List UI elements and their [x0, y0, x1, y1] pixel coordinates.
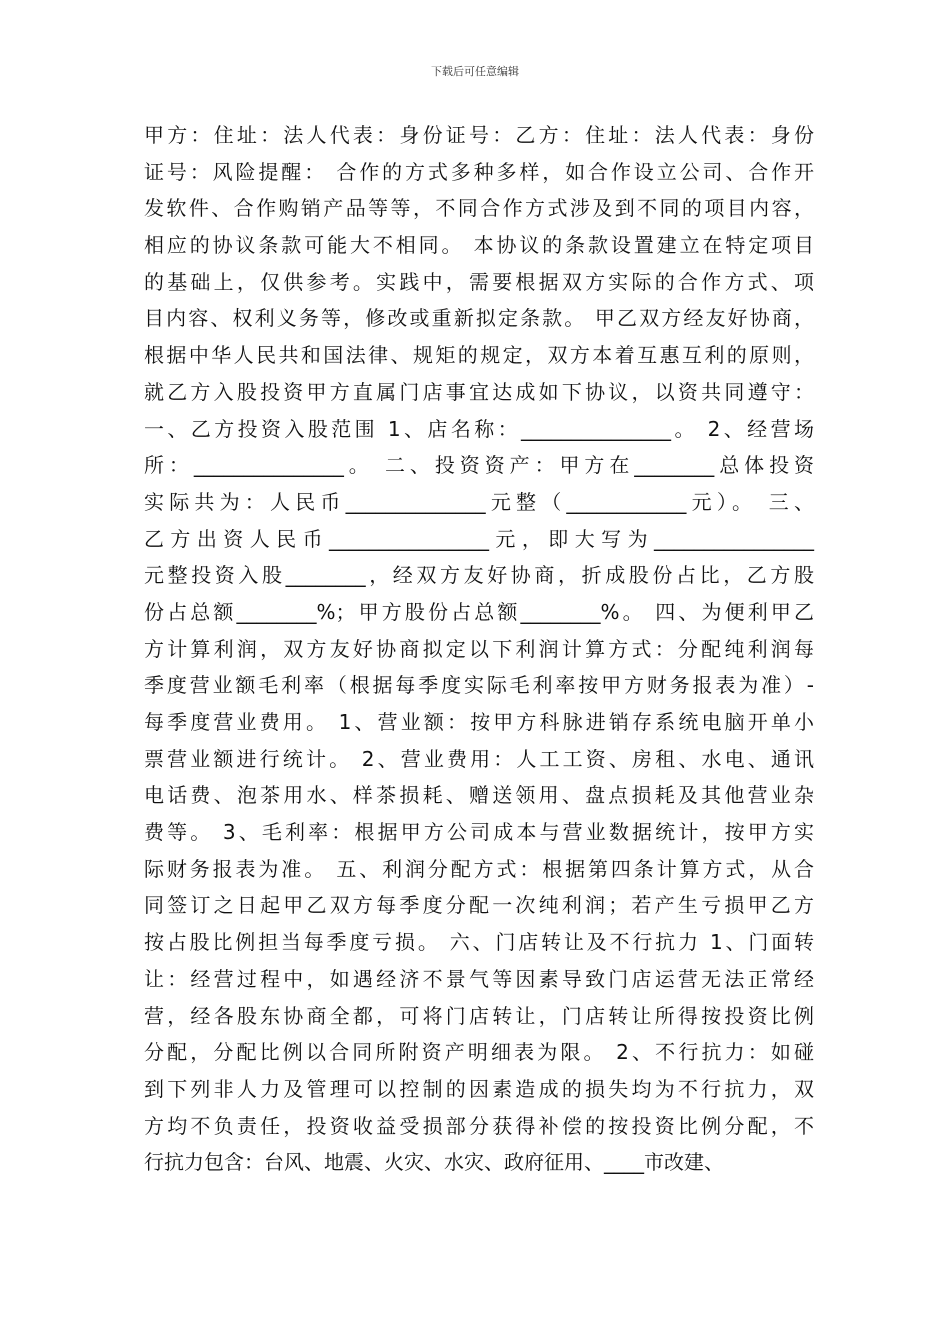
text-line: 目内容、权利义务等，修改或重新拟定条款。 甲乙双方经友好协商，: [144, 306, 814, 331]
text-line: 根据中华人民共和国法律、规矩的规定，双方本着互惠互利的原则，: [144, 343, 814, 368]
text-line: 相应的协议条款可能大不相同。 本协议的条款设置建立在特定项目: [144, 233, 814, 258]
text-line: 季度营业额毛利率（根据每季度实际毛利率按甲方财务报表为准）-: [144, 673, 814, 698]
text-line: 发软件、合作购销产品等等，不同合作方式涉及到不同的项目内容，: [144, 196, 814, 221]
text-line: 就乙方入股投资甲方直属门店事宜达成如下协议，以资共同遵守：: [144, 379, 814, 404]
text-line: 营，经各股东协商全都，可将门店转让，门店转让所得按投资比例: [144, 1003, 814, 1028]
text-line: 每季度营业费用。 1、营业额：按甲方科脉进销存系统电脑开单小: [144, 710, 814, 734]
text-line: 证号：风险提醒： 合作的方式多种多样，如合作设立公司、合作开: [144, 159, 814, 184]
text-line: 按占股比例担当每季度亏损。 六、门店转让及不行抗力 1、门面转: [144, 930, 814, 955]
text-line: 甲方：住址：法人代表：身份证号：乙方：住址：法人代表：身份: [144, 123, 814, 147]
text-line: 让：经营过程中，如遇经济不景气等因素导致门店运营无法正常经: [144, 966, 814, 991]
text-line: 行抗力包含：台风、地震、火灾、水灾、政府征用、____市改建、: [144, 1150, 724, 1175]
text-line: 电话费、泡茶用水、样茶损耗、赠送领用、盘点损耗及其他营业杂: [144, 783, 814, 808]
text-line: 到下列非人力及管理可以控制的因素造成的损失均为不行抗力，双: [144, 1076, 814, 1101]
text-line: 所：_______________。 二、投资资产：甲方在________总体投资: [144, 453, 814, 478]
text-line: 际财务报表为准。 五、利润分配方式：根据第四条计算方式，从合: [144, 856, 814, 881]
text-line: 元整投资入股________，经双方友好协商，折成股份占比，乙方股: [144, 563, 814, 588]
text-line: 一、乙方投资入股范围 1、店名称：_______________。 2、经营场: [144, 416, 814, 441]
text-line: 实际共为：人民币______________元整（____________元）。 三、: [144, 489, 814, 514]
text-line: 分配，分配比例以合同所附资产明细表为限。 2、不行抗力：如碰: [144, 1040, 814, 1065]
page-header: 下载后可任意编辑: [431, 65, 519, 78]
text-line: 份占总额________%；甲方股份占总额________%。 四、为便利甲乙: [144, 599, 814, 624]
text-line: 费等。 3、毛利率：根据甲方公司成本与营业数据统计，按甲方实: [144, 820, 814, 845]
text-line: 票营业额进行统计。 2、营业费用：人工工资、房租、水电、通讯: [144, 746, 814, 771]
text-line: 同签订之日起甲乙双方每季度分配一次纯利润；若产生亏损甲乙方: [144, 893, 814, 918]
text-line: 乙方出资人民币________________元，即大写为________________: [144, 526, 814, 551]
text-line: 方均不负责任，投资收益受损部分获得补偿的按投资比例分配，不: [144, 1113, 814, 1138]
document-body: [144, 117, 814, 1181]
text-line: 方计算利润，双方友好协商拟定以下利润计算方式：分配纯利润每: [144, 636, 814, 661]
text-line: 的基础上，仅供参考。实践中，需要根据双方实际的合作方式、项: [144, 269, 814, 294]
